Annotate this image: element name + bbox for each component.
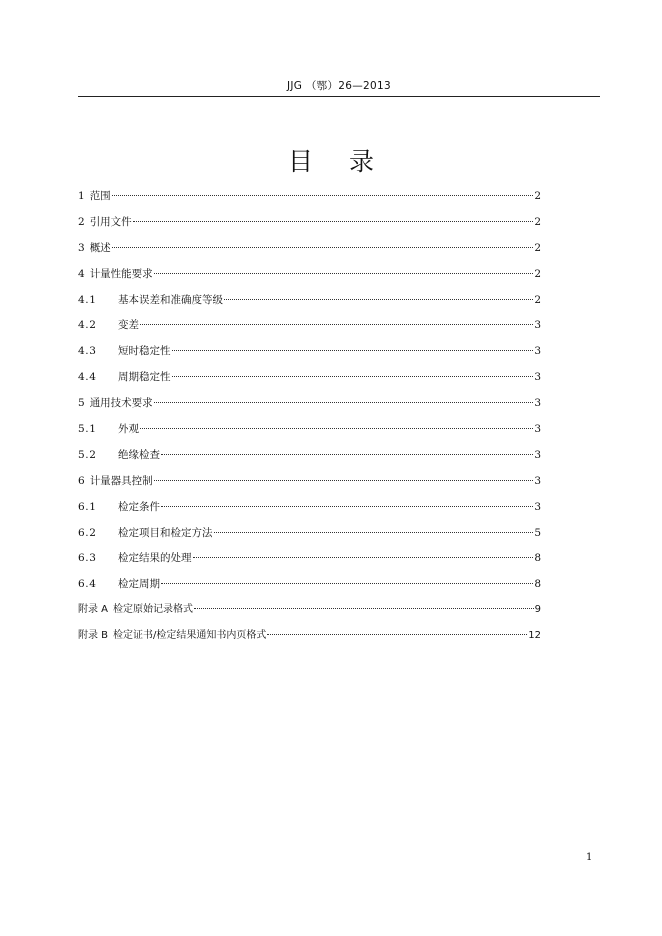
page-number: 1 [586, 852, 593, 863]
table-of-contents [78, 186, 541, 652]
toc-entry-number: 1 [78, 190, 85, 202]
toc-entry-number: 5.1 [78, 423, 97, 436]
toc-entry-number: 附录 A [78, 604, 109, 616]
toc-entry-label: 周期稳定性 [118, 371, 171, 384]
dot-leader [133, 221, 534, 222]
toc-entry-number: 6.4 [78, 578, 97, 591]
toc-entry[interactable] [78, 471, 541, 497]
toc-entry[interactable] [78, 212, 541, 238]
toc-entry-label: 引用文件 [89, 215, 132, 228]
toc-entry[interactable] [78, 264, 541, 290]
toc-entry-page: 2 [534, 215, 541, 228]
toc-entry-label: 检定周期 [118, 578, 160, 591]
toc-entry-label: 短时稳定性 [118, 345, 171, 358]
toc-entry-page: 3 [534, 474, 541, 487]
toc-entry[interactable] [78, 290, 541, 316]
toc-entry-number: 附录 B [78, 630, 109, 642]
toc-entry-page: 3 [534, 500, 541, 513]
toc-entry-number: 6.1 [78, 500, 97, 513]
toc-entry-label: 范围 [89, 190, 111, 202]
toc-entry-label: 计量性能要求 [89, 267, 153, 280]
toc-entry-page: 2 [534, 293, 541, 306]
toc-entry-label: 概述 [89, 241, 111, 254]
dot-leader [154, 480, 534, 481]
dot-leader [267, 634, 527, 635]
toc-entry-number: 4.2 [78, 319, 97, 332]
dot-leader [161, 454, 533, 455]
dot-leader [224, 299, 533, 300]
toc-entry[interactable] [78, 445, 541, 471]
toc-entry-label: 基本误差和准确度等级 [118, 293, 223, 306]
dot-leader [194, 608, 534, 609]
toc-entry-number: 4.3 [78, 345, 97, 358]
dot-leader [214, 532, 534, 533]
toc-entry-appendix[interactable] [78, 600, 541, 626]
toc-entry-label: 绝缘检查 [118, 448, 160, 461]
toc-entry-page: 3 [534, 319, 541, 332]
dot-leader [172, 350, 534, 351]
toc-title: 目 录 [288, 147, 388, 176]
toc-entry[interactable] [78, 315, 541, 341]
toc-entry[interactable] [78, 497, 541, 523]
toc-entry-label: 检定项目和检定方法 [118, 526, 213, 539]
toc-entry-page: 3 [534, 423, 541, 436]
toc-entry-label: 外观 [118, 423, 139, 436]
toc-entry[interactable] [78, 186, 541, 212]
toc-entry-page: 3 [534, 371, 541, 384]
toc-entry[interactable] [78, 523, 541, 549]
dot-leader [172, 376, 534, 377]
dot-leader [112, 247, 534, 248]
dot-leader [140, 324, 533, 325]
toc-entry-page: 3 [534, 397, 541, 410]
toc-entry[interactable] [78, 238, 541, 264]
toc-entry-label: 变差 [118, 319, 139, 332]
toc-entry-page: 8 [534, 578, 541, 591]
dot-leader [193, 557, 534, 558]
toc-entry-number: 4.4 [78, 371, 97, 384]
toc-entry[interactable] [78, 419, 541, 445]
toc-entry[interactable] [78, 367, 541, 393]
toc-entry-label: 检定原始记录格式 [113, 604, 194, 616]
toc-entry-number: 5.2 [78, 448, 97, 461]
toc-entry-label: 检定证书/检定结果通知书内页格式 [113, 630, 267, 642]
toc-entry-page: 2 [534, 267, 541, 280]
toc-entry-page: 8 [534, 552, 541, 565]
dot-leader [154, 402, 534, 403]
toc-entry-page: 3 [534, 345, 541, 358]
dot-leader [161, 506, 533, 507]
toc-entry-number: 2 [78, 215, 85, 228]
toc-entry-page: 2 [534, 190, 541, 202]
page-header [78, 78, 600, 97]
dot-leader [154, 273, 534, 274]
toc-entry-number: 4 [78, 267, 85, 280]
toc-entry-number: 4.1 [78, 293, 97, 306]
toc-entry-page: 2 [534, 241, 541, 254]
toc-entry-page: 5 [534, 526, 541, 539]
toc-entry-number: 3 [78, 241, 85, 254]
toc-entry-appendix[interactable] [78, 626, 541, 652]
toc-entry[interactable] [78, 574, 541, 600]
toc-entry-label: 计量器具控制 [89, 474, 153, 487]
dot-leader [112, 195, 534, 196]
toc-entry-label: 检定结果的处理 [118, 552, 192, 565]
toc-entry-label: 通用技术要求 [89, 397, 153, 410]
toc-entry[interactable] [78, 548, 541, 574]
toc-entry-number: 6.2 [78, 526, 97, 539]
dot-leader [161, 583, 533, 584]
dot-leader [140, 428, 533, 429]
toc-entry-page: 3 [534, 448, 541, 461]
toc-entry-number: 5 [78, 397, 85, 410]
toc-entry-page: 9 [534, 604, 541, 616]
document-code: JJG （鄂）26—2013 [287, 80, 391, 92]
toc-entry[interactable] [78, 393, 541, 419]
toc-entry-number: 6.3 [78, 552, 97, 565]
toc-entry-page: 12 [528, 630, 541, 642]
toc-entry-label: 检定条件 [118, 500, 160, 513]
toc-entry[interactable] [78, 341, 541, 367]
toc-entry-number: 6 [78, 474, 85, 487]
